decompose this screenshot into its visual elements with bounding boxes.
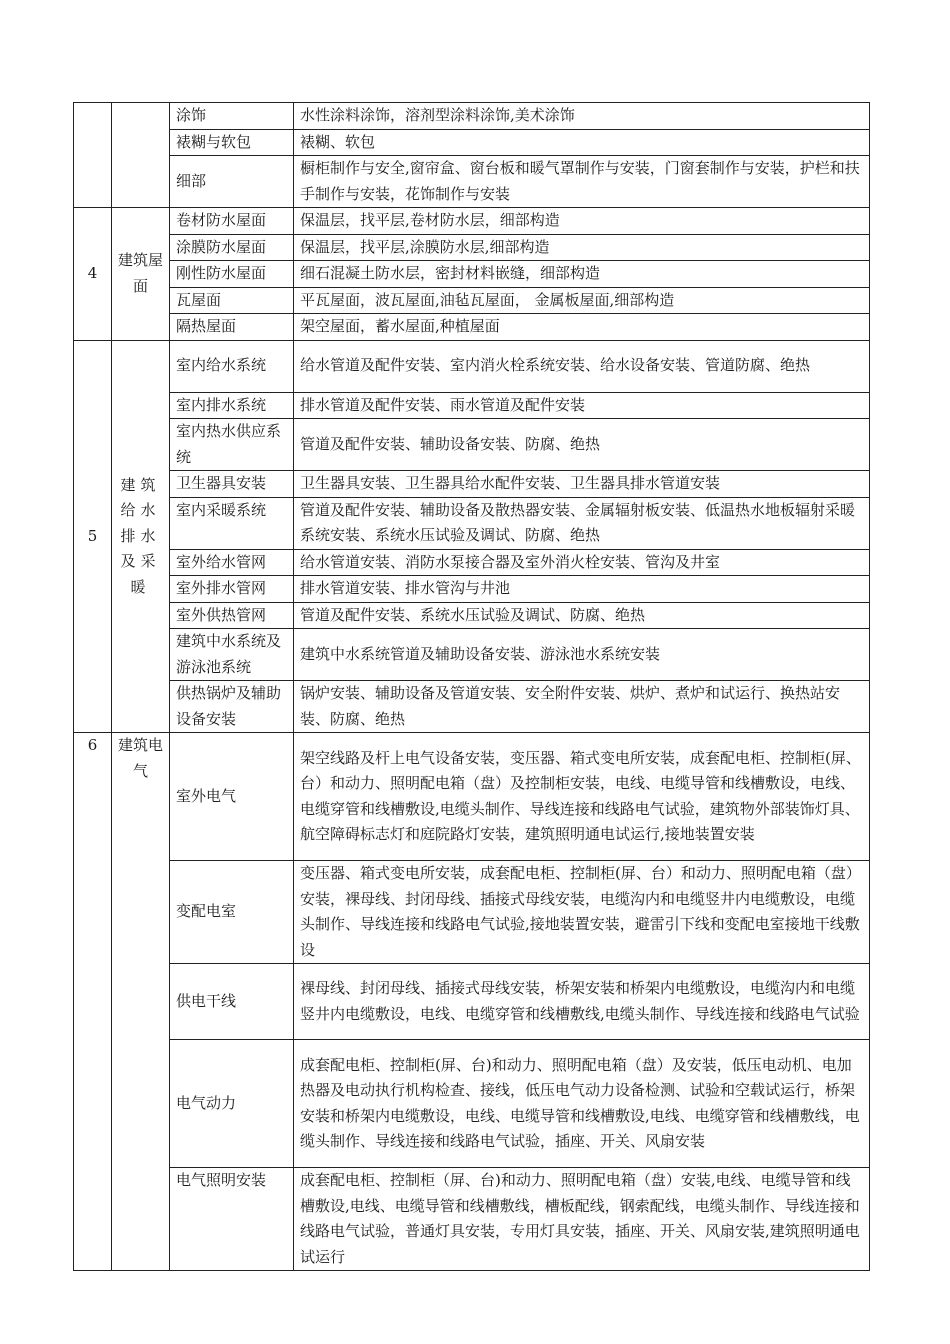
- table-row: [74, 261, 870, 288]
- subsection-cell: 室外电气: [170, 733, 294, 861]
- content-cell: 管道及配件安装、辅助设备及散热器安装、金属辐射板安装、低温热水地板辐射采暖系统安装、系统水压试验及调试、防腐、绝热: [294, 497, 870, 549]
- subsection-cell: 涂膜防水屋面: [170, 234, 294, 261]
- table-row: [74, 392, 870, 419]
- content-cell: 平瓦屋面，波瓦屋面,油毡瓦屋面， 金属板屋面,细部构造: [294, 287, 870, 314]
- table-row: [74, 471, 870, 498]
- subsection-cell: 室内热水供应系统: [170, 419, 294, 471]
- table-row: [74, 1168, 870, 1271]
- subsection-cell: 隔热屋面: [170, 314, 294, 341]
- group-number-cell: [74, 103, 112, 208]
- group-category-cell: 建筑电气: [112, 733, 170, 1271]
- content-cell: 管道及配件安装、辅助设备安装、防腐、绝热: [294, 419, 870, 471]
- table-row: [74, 576, 870, 603]
- table-row: [74, 549, 870, 576]
- content-cell: 保温层，找平层,卷材防水层，细部构造: [294, 208, 870, 235]
- table-row: [74, 208, 870, 235]
- subsection-cell: 室外给水管网: [170, 549, 294, 576]
- content-cell: 给水管道及配件安装、室内消火栓系统安装、给水设备安装、管道防腐、绝热: [294, 340, 870, 392]
- group-number-cell: 6: [74, 733, 112, 1271]
- content-cell: 架空线路及杆上电气设备安装，变压器、箱式变电所安装，成套配电柜、控制柜(屏、台）和动力、照明配电箱（盘）及控制柜安装，电线、电缆导管和线槽敷设，电线、电缆穿管和线槽敷设,电缆头制作、导线连接和线路电气试验，建筑物外部装饰灯具、航空障碍标志灯和庭院路灯安装，建筑照明通电试运行,接地装置安装: [294, 733, 870, 861]
- table-row: [74, 629, 870, 681]
- subsection-cell: 刚性防水屋面: [170, 261, 294, 288]
- content-cell: 裸母线、封闭母线、插接式母线安装，桥架安装和桥架内电缆敷设，电缆沟内和电缆竖井内电缆敷设，电线、电缆穿管和线槽敷线,电缆头制作、导线连接和线路电气试验: [294, 964, 870, 1040]
- content-cell: 锅炉安装、辅助设备及管道安装、安全附件安装、烘炉、煮炉和试运行、换热站安装、防腐、绝热: [294, 681, 870, 733]
- content-cell: 成套配电柜、控制柜（屏、台)和动力、照明配电箱（盘）安装,电线、电缆导管和线槽敷设,电线、电缆导管和线槽敷线，槽板配线，钢索配线，电缆头制作、导线连接和线路电气试验，普通灯具安装，专用灯具安装，插座、开关、风扇安装,建筑照明通电试运行: [294, 1168, 870, 1271]
- subsection-cell: 室外供热管网: [170, 602, 294, 629]
- table-row: [74, 103, 870, 130]
- subsection-cell: 室内排水系统: [170, 392, 294, 419]
- subsection-cell: 室内给水系统: [170, 340, 294, 392]
- content-cell: 排水管道及配件安装、雨水管道及配件安装: [294, 392, 870, 419]
- subsection-cell: 卫生器具安装: [170, 471, 294, 498]
- table-row: [74, 340, 870, 392]
- content-cell: 裱糊、软包: [294, 129, 870, 156]
- table-row: [74, 314, 870, 341]
- subsection-cell: 建筑中水系统及游泳池系统: [170, 629, 294, 681]
- subsection-cell: 瓦屋面: [170, 287, 294, 314]
- group-category-cell: [112, 103, 170, 208]
- table-row: [74, 419, 870, 471]
- group-category-cell: 建筑屋面: [112, 208, 170, 341]
- content-cell: 保温层，找平层,涂膜防水层,细部构造: [294, 234, 870, 261]
- subsection-cell: 变配电室: [170, 861, 294, 964]
- content-cell: 卫生器具安装、卫生器具给水配件安装、卫生器具排水管道安装: [294, 471, 870, 498]
- table-row: [74, 861, 870, 964]
- subsection-cell: 供热锅炉及辅助设备安装: [170, 681, 294, 733]
- content-cell: 架空屋面，蓄水屋面,种植屋面: [294, 314, 870, 341]
- table-row: [74, 681, 870, 733]
- group-number-cell: 5: [74, 340, 112, 733]
- subsection-cell: 细部: [170, 156, 294, 208]
- table-row: [74, 129, 870, 156]
- subsection-cell: 室内采暖系统: [170, 497, 294, 549]
- group-number-cell: 4: [74, 208, 112, 341]
- content-cell: 橱柜制作与安全,窗帘盒、窗台板和暖气罩制作与安装，门窗套制作与安装，护栏和扶手制作与安装，花饰制作与安装: [294, 156, 870, 208]
- subsection-cell: 电气动力: [170, 1040, 294, 1168]
- content-cell: 变压器、箱式变电所安装，成套配电柜、控制柜(屏、台）和动力、照明配电箱（盘）安装，裸母线、封闭母线、插接式母线安装，电缆沟内和电缆竖井内电缆敷设，电缆头制作、导线连接和线路电气试验,接地装置安装，避雷引下线和变配电室接地干线敷设: [294, 861, 870, 964]
- content-cell: 建筑中水系统管道及辅助设备安装、游泳池水系统安装: [294, 629, 870, 681]
- subsection-cell: 卷材防水屋面: [170, 208, 294, 235]
- subsection-cell: 电气照明安装: [170, 1168, 294, 1271]
- table-row: [74, 733, 870, 861]
- content-cell: 管道及配件安装、系统水压试验及调试、防腐、绝热: [294, 602, 870, 629]
- subsection-cell: 供电干线: [170, 964, 294, 1040]
- group-category-cell: 建筑给水排水及采暖: [112, 340, 170, 733]
- table-row: [74, 287, 870, 314]
- table-row: [74, 1040, 870, 1168]
- table-row: [74, 234, 870, 261]
- subsection-cell: 裱糊与软包: [170, 129, 294, 156]
- content-cell: 排水管道安装、排水管沟与井池: [294, 576, 870, 603]
- content-cell: 成套配电柜、控制柜(屏、台)和动力、照明配电箱（盘）及安装，低压电动机、电加热器及电动执行机构检查、接线，低压电气动力设备检测、试验和空载试运行，桥架安装和桥架内电缆敷设，电线、电缆导管和线槽敷设,电线、电缆穿管和线槽敷线，电缆头制作、导线连接和线路电气试验，插座、开关、风扇安装: [294, 1040, 870, 1168]
- table-row: [74, 602, 870, 629]
- subsection-cell: 室外排水管网: [170, 576, 294, 603]
- table-row: [74, 156, 870, 208]
- subsection-cell: 涂饰: [170, 103, 294, 130]
- table-row: [74, 964, 870, 1040]
- content-cell: 水性涂料涂饰，溶剂型涂料涂饰,美术涂饰: [294, 103, 870, 130]
- content-cell: 细石混凝土防水层，密封材料嵌缝，细部构造: [294, 261, 870, 288]
- content-cell: 给水管道安装、消防水泵接合器及室外消火栓安装、管沟及井室: [294, 549, 870, 576]
- table-row: [74, 497, 870, 549]
- subdivision-table: [73, 102, 870, 1271]
